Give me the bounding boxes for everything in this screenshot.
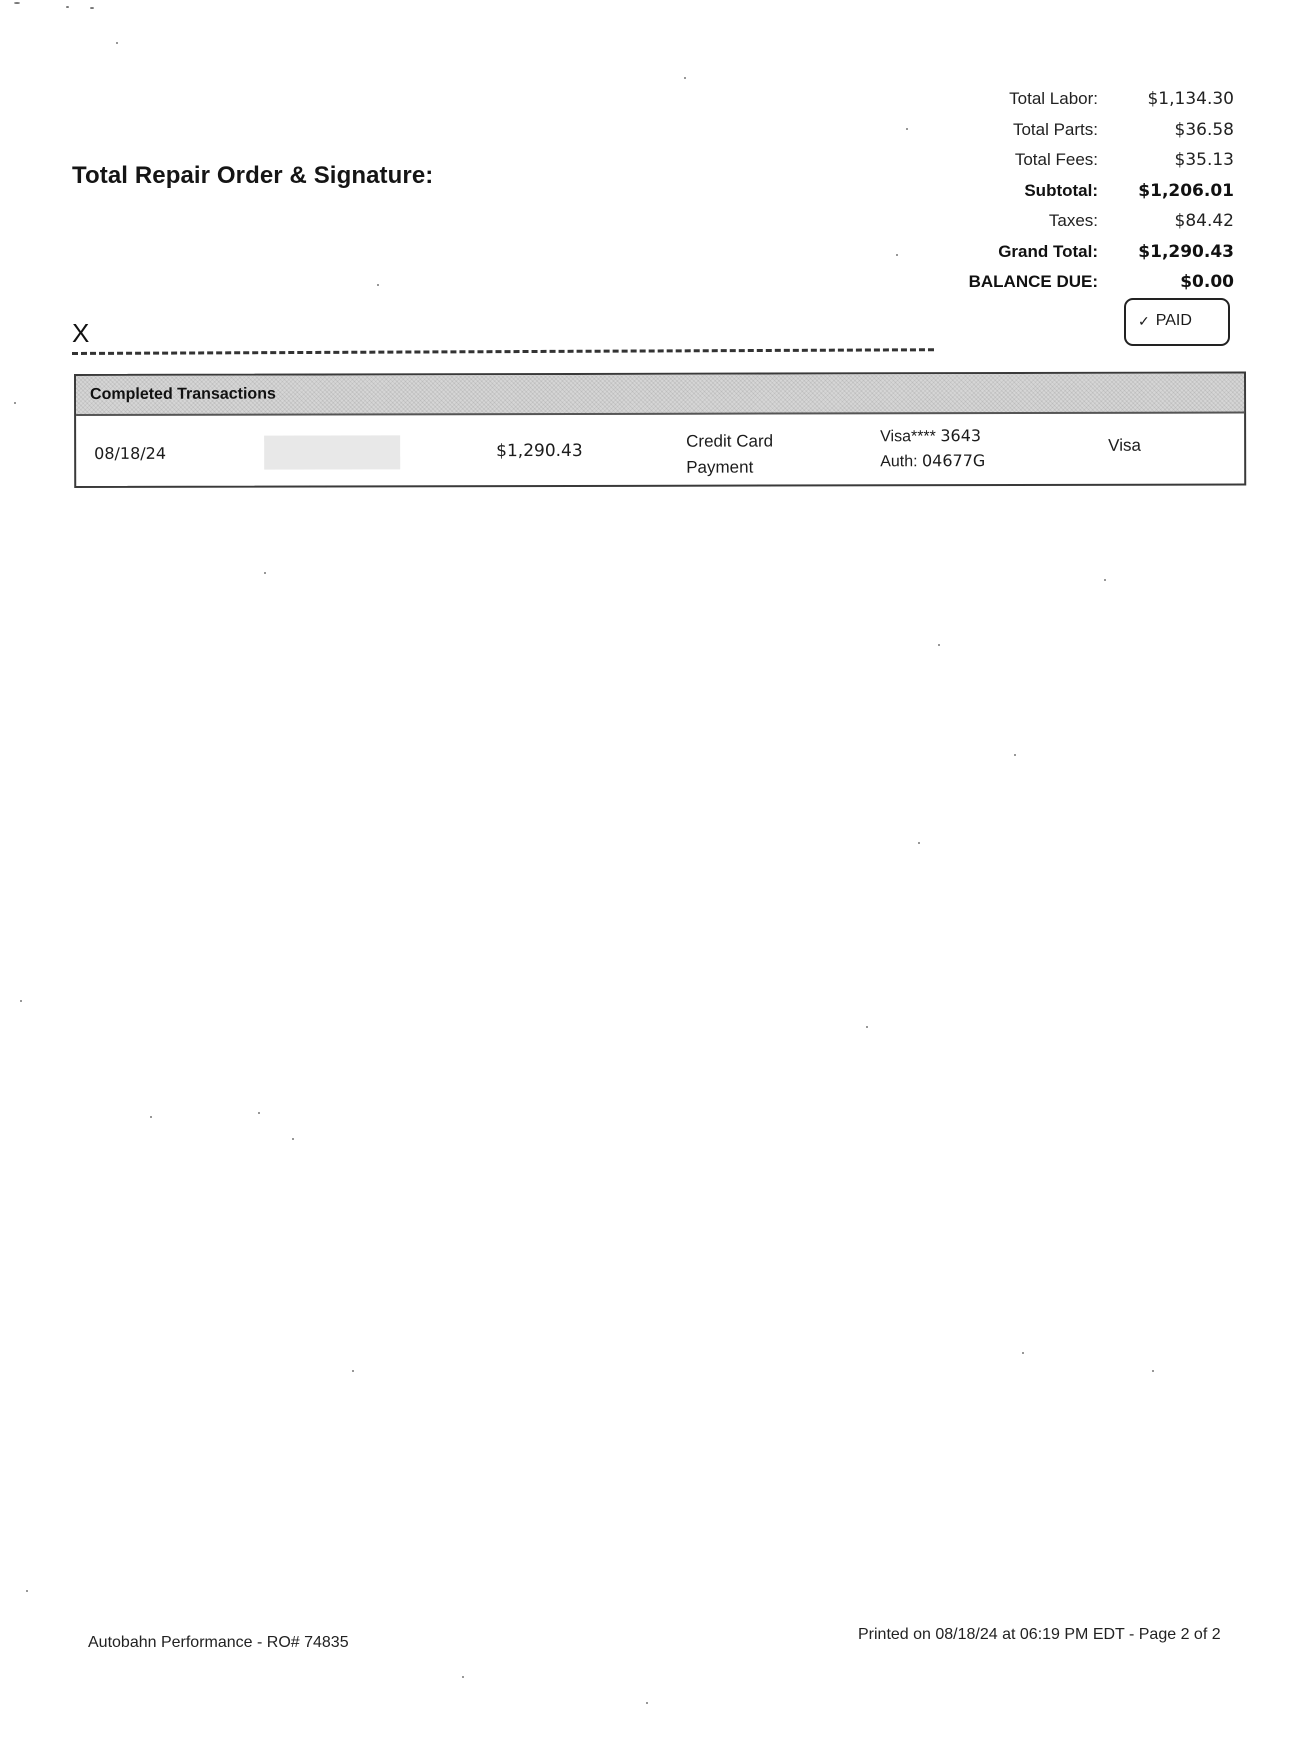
scan-speck [377,284,379,286]
total-fees-value: $35.13 [1174,150,1234,171]
grand-total-label: Grand Total: [998,241,1098,261]
scan-speck [1152,1370,1154,1372]
scan-speck [90,7,94,9]
balance-due-value: $0.00 [1180,272,1234,293]
scan-speck [292,1138,294,1140]
balance-due-label: BALANCE DUE: [968,272,1098,292]
total-labor-value: $1,134.30 [1147,89,1234,110]
transaction-type-line2: Payment [686,457,754,477]
signature-line [72,348,934,355]
scan-speck [20,1000,22,1002]
scan-speck [866,1026,868,1028]
checkmark-icon: ✓ [1138,313,1150,329]
scan-speck [14,402,16,404]
total-labor-label: Total Labor: [1009,89,1098,109]
scan-speck [906,128,908,130]
transaction-date: 08/18/24 [94,443,167,463]
scan-speck [66,6,69,8]
card-last4: 3643 [940,426,982,446]
total-labor-row [940,84,1240,115]
scan-speck [14,2,20,4]
repair-order-title: Total Repair Order & Signature: [72,162,434,189]
footer-print-info: Printed on 08/18/24 at 06:19 PM EDT - Page 2 of 2 [858,1626,1221,1643]
total-parts-row [940,115,1240,146]
redacted-field [264,435,400,469]
total-fees-row [940,145,1240,176]
taxes-label: Taxes: [1048,211,1098,231]
scan-speck [896,254,898,256]
paid-label: PAID [1155,312,1192,329]
total-parts-value: $36.58 [1174,119,1234,140]
scan-speck [26,1590,28,1592]
scan-speck [684,77,686,79]
subtotal-value: $1,206.01 [1138,180,1234,201]
scan-speck [1014,754,1016,756]
grand-total-value: $1,290.43 [1138,241,1234,262]
paid-status-badge [1124,298,1230,346]
auth-code: 04677G [921,451,986,471]
scan-speck [116,42,118,44]
scan-speck [462,1676,464,1678]
transactions-header [76,374,1244,416]
scan-speck [150,1116,152,1118]
grand-total-row [940,237,1240,268]
transaction-type-line1: Credit Card [686,431,774,451]
totals-summary [940,84,1240,298]
total-parts-label: Total Parts: [1012,119,1098,139]
scan-speck [352,1370,354,1372]
card-details [880,424,985,474]
subtotal-row [940,176,1240,207]
scan-speck [264,572,266,574]
scan-speck [258,1112,260,1114]
scan-speck [646,1702,648,1704]
completed-transactions-table [74,372,1246,488]
transaction-type [686,429,773,481]
scan-speck [918,842,920,844]
scan-speck [938,644,940,646]
transaction-row [76,414,1244,486]
subtotal-label: Subtotal: [1024,180,1098,200]
total-fees-label: Total Fees: [1014,150,1098,170]
auth-label: Auth: [880,453,918,471]
transaction-amount: $1,290.43 [496,440,583,462]
card-prefix: Visa**** [880,428,936,446]
footer-shop-ro: Autobahn Performance - RO# 74835 [88,1634,349,1651]
card-brand: Visa [1108,435,1141,455]
scan-speck [1104,579,1106,581]
signature-x-mark: X [72,318,90,348]
taxes-row [940,206,1240,237]
taxes-value: $84.42 [1174,211,1234,232]
balance-due-row [940,267,1240,298]
transactions-header-label: Completed Transactions [90,385,276,403]
scan-speck [1022,1352,1024,1354]
